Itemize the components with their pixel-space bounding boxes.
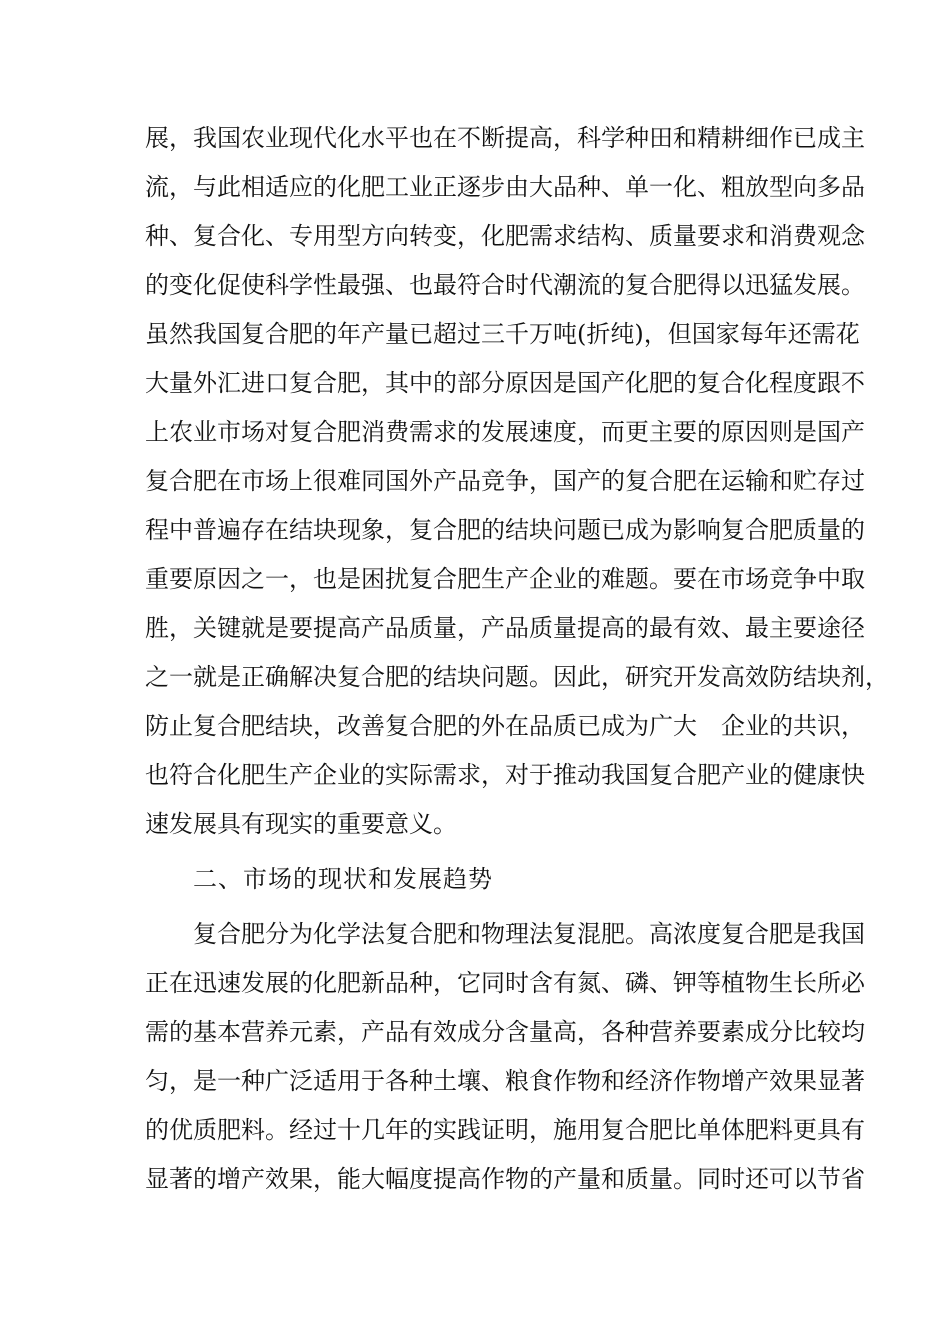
body-text-line: 需的基本营养元素，产品有效成分含量高，各种营养要素成分比较均 — [145, 1018, 865, 1046]
body-text-line: 也符合化肥生产企业的实际需求，对于推动我国复合肥产业的健康快 — [145, 761, 865, 789]
body-text-line: 虽然我国复合肥的年产量已超过三千万吨(折纯)，但国家每年还需花 — [145, 320, 860, 348]
body-text-line: 展，我国农业现代化水平也在不断提高，科学种田和精耕细作已成主 — [145, 124, 865, 152]
body-text-line: 之一就是正确解决复合肥的结块问题。因此，研究开发高效防结块剂， — [145, 663, 889, 691]
body-text-line: 的优质肥料。经过十几年的实践证明，施用复合肥比单体肥料更具有 — [145, 1116, 865, 1144]
body-text-line: 防止复合肥结块，改善复合肥的外在品质已成为广大 企业的共识， — [145, 712, 865, 740]
body-text-line: 正在迅速发展的化肥新品种，它同时含有氮、磷、钾等植物生长所必 — [145, 969, 865, 997]
body-text-line: 流，与此相适应的化肥工业正逐步由大品种、单一化、粗放型向多品 — [145, 173, 865, 201]
body-text-line: 胜，关键就是要提高产品质量，产品质量提高的最有效、最主要途径 — [145, 614, 865, 642]
section-heading: 二、市场的现状和发展趋势 — [193, 865, 493, 893]
body-text-line: 程中普遍存在结块现象，复合肥的结块问题已成为影响复合肥质量的 — [145, 516, 865, 544]
body-text-line: 大量外汇进口复合肥，其中的部分原因是国产化肥的复合化程度跟不 — [145, 369, 865, 397]
body-text-line: 种、复合化、专用型方向转变，化肥需求结构、质量要求和消费观念 — [145, 222, 865, 250]
body-text-line: 复合肥在市场上很难同国外产品竞争，国产的复合肥在运输和贮存过 — [145, 467, 865, 495]
body-text-line: 复合肥分为化学法复合肥和物理法复混肥。高浓度复合肥是我国 — [193, 920, 865, 948]
body-text-line: 匀，是一种广泛适用于各种土壤、粮食作物和经济作物增产效果显著 — [145, 1067, 865, 1095]
body-text-line: 的变化促使科学性最强、也最符合时代潮流的复合肥得以迅猛发展。 — [145, 271, 865, 299]
body-text-line: 显著的增产效果，能大幅度提高作物的产量和质量。同时还可以节省 — [145, 1165, 865, 1193]
body-text-line: 重要原因之一，也是困扰复合肥生产企业的难题。要在市场竞争中取 — [145, 565, 865, 593]
body-text-line: 上农业市场对复合肥消费需求的发展速度，而更主要的原因则是国产 — [145, 418, 865, 446]
body-text-line: 速发展具有现实的重要意义。 — [145, 810, 457, 838]
